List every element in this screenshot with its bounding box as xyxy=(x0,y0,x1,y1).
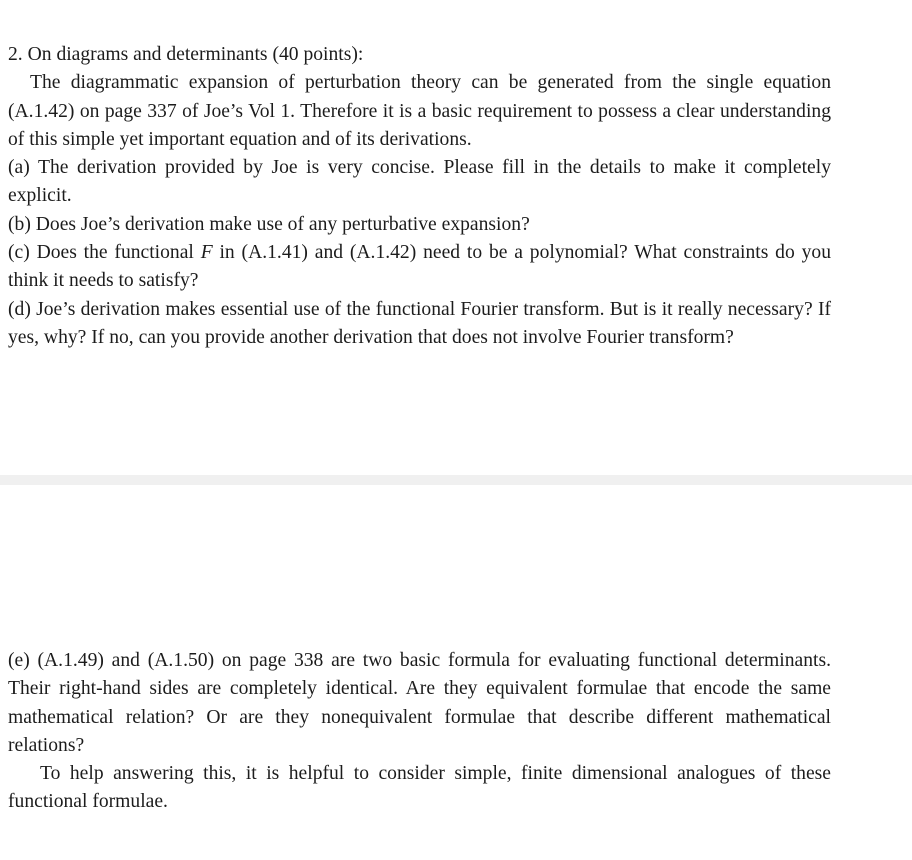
problem-text-upper xyxy=(8,41,831,352)
problem-intro: The diagrammatic expansion of perturbation theory can be generated from the single equation (A.1.42) on page 337 of Joe’s Vol 1. Therefore it is a basic requirement to possess a clear understanding of this simple yet important equation and of its derivations. xyxy=(8,72,831,150)
part-c-lead: (c) Does the functional xyxy=(8,242,201,264)
part-c xyxy=(8,239,831,296)
part-e: (e) (A.1.49) and (A.1.50) on page 338 are two basic formula for evaluating functional determinants. Their right-hand sides are completely identical. Are they equivalent formulae that encode the same mathematical relation? Or are they nonequivalent formulae that describe different mathematical relations? xyxy=(8,650,831,756)
functional-f: F xyxy=(200,242,213,264)
part-c-rest: in (A.1.41) and (A.1.42) need to be a polynomial? What constraints do you think it needs to satisfy? xyxy=(8,242,831,292)
page-divider xyxy=(0,475,912,485)
part-a: (a) The derivation provided by Joe is very concise. Please fill in the details to make it completely explicit. xyxy=(8,157,831,207)
part-b: (b) Does Joe’s derivation make use of any perturbative expansion? xyxy=(8,213,530,235)
part-d: (d) Joe’s derivation makes essential use of the functional Fourier transform. But is it really necessary? If yes, why? If no, can you provide another derivation that does not involve Fourier transform? xyxy=(8,298,831,348)
hint-paragraph: To help answering this, it is helpful to consider simple, finite dimensional analogues of these functional formulae. xyxy=(8,763,831,813)
problem-text-lower xyxy=(8,647,831,817)
problem-heading: 2. On diagrams and determinants (40 points): xyxy=(8,44,364,65)
